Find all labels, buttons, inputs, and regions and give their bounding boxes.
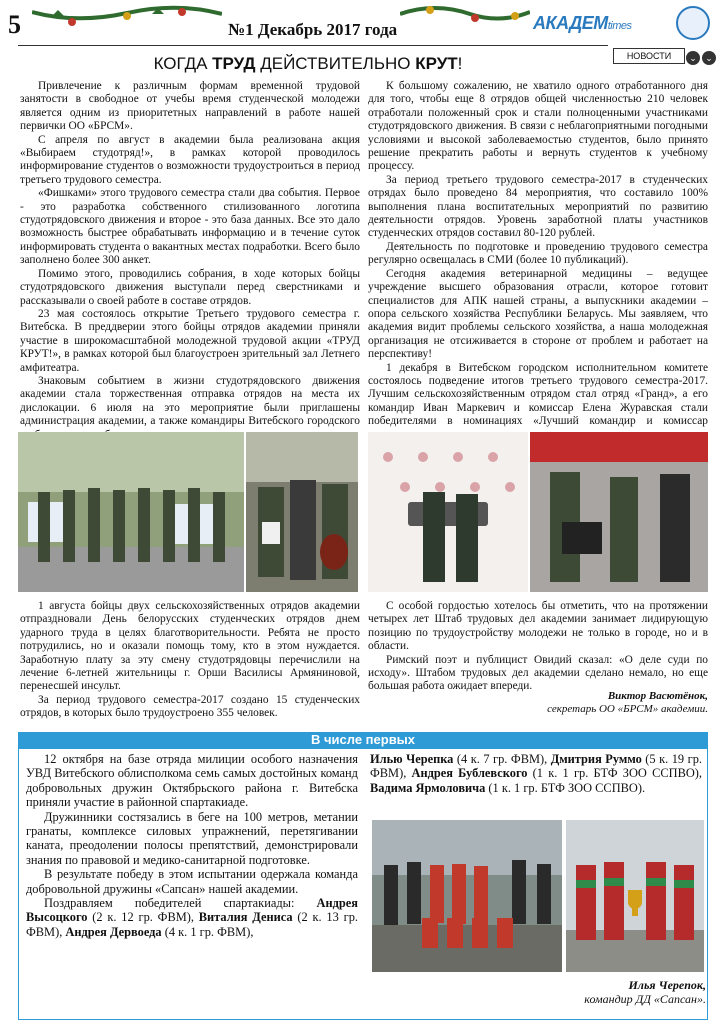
photo-students-guitar (246, 432, 358, 592)
article-column-1 (20, 80, 360, 442)
text-part: (4 к. 1 гр. ФВМ), (161, 924, 254, 939)
brand-main: АКАДЕМ (533, 13, 608, 33)
newspaper-brand (533, 13, 632, 34)
winner-name: Андрея Дервоеда (65, 924, 162, 939)
author-name: Виктор Васютёнок, (607, 690, 708, 702)
second-article-left (26, 752, 358, 939)
paragraph: За период трудового семестра-2017 создано 15 студенческих отрядов, в которых было трудоустроено 355 человек. (20, 693, 360, 720)
text-part: Поздравляем победителей спартакиады: (44, 896, 317, 911)
paragraph: Дружинники состязались в беге на 100 метров, метании гранаты, комплексе силовых упражнений, перетягивании каната, преодолении полосы препятствий, демонстрировали знания по правовой и медико-санитарной подготовке. (26, 809, 358, 867)
section-arrows (686, 48, 718, 66)
issue-date: №1 Декабрь 2017 года (228, 20, 398, 39)
photo-brsm-stand (368, 432, 528, 592)
paragraph: 12 октября на базе отряда милиции особого назначения УВД Витебского облисполкома семь самых достойных команд добровольных дружин Октябрьского района г. Витебска приняли участие в районной спартакиаде. (26, 752, 358, 810)
paragraph: Римский поэт и публицист Овидий сказал: «О деле суди по исходу». Штабом трудовых дел академии сделано немало, но еще большая работа ожидает впереди. (368, 653, 708, 693)
text-part: (1 к. 1 гр. БТФ ЗОО ССПВО). (485, 780, 646, 795)
winner-name: Дмитрия Руммо (550, 752, 642, 766)
text-part: (5 к. 19 гр. ФВМ), (370, 752, 703, 781)
title-part: ТРУД (212, 54, 256, 73)
article-title (18, 54, 598, 74)
paragraph: 23 мая состоялось открытие Третьего трудового семестра г. Витебска. В преддверии этого бойцы отрядов академии приняли участие в широкомасштабной молодежной трудовой акции «ТРУД КРУТ!», в рамках которой был благоустроен зрительный зал Летнего амфитеатра. (20, 307, 360, 374)
paragraph: «Фишками» этого трудового семестра стали два события. Первое - это разработка собственного стилизованного логотипа студотрядовского движения и второе - это база данных. Все это дало возможность быстрее обрабатывать информацию и в течение суток информировать студента о вакантных местах подработки. Всего было заполнено более 300 анкет. (20, 187, 360, 267)
author-role: секретарь ОО «БРСМ» академии. (547, 703, 708, 715)
title-part: КРУТ (415, 54, 458, 73)
winners-continued (370, 752, 702, 795)
text-part: (2 к. 13 гр. ФВМ), (26, 910, 358, 939)
article-column-2-bottom (368, 600, 708, 694)
paragraph: 1 августа бойцы двух сельскохозяйственных отрядов академии отпраздновали День белорусских студенческих отрядов днем ударного труда в целях благотворительности. Ребята не просто потрудились, но и оказали помощь тому, кто в этом нуждается. Заработную плату за эту смену студотрядовцы перечислили на лечение 6-летней жительницы г. Орши Василисы Армянинoвой, перенесшей инсульт. (20, 600, 360, 693)
text-part: (2 к. 12 гр. ФВМ), (87, 910, 199, 925)
photo-team-trophy (566, 820, 704, 972)
winners-paragraph (26, 896, 358, 939)
article-signature (400, 690, 708, 716)
paragraph: Сегодня академия ветеринарной медицины – ведущее учреждение высшего образования отрасли, которое готовит специалистов для АПК нашей страны, а выпускники академии – опора сельского хозяйства Республики Беларусь. Мы заявляем, что академия видит проблемы сельского хозяйства, а наша молодежная организация не отсиживается в стороне от проблем и работает на перспективу! (368, 267, 708, 361)
article-column-1-bottom (20, 600, 360, 721)
title-part: ДЕЙСТВИТЕЛЬНО (255, 54, 416, 73)
paragraph: С особой гордостью хотелось бы отметить, что на протяжении четырех лет Штаб трудовых дел академии занимает лидирующую позицию по трудоустройству молодежи не только в городе, но и в области. (368, 600, 708, 653)
christmas-garland-right-icon (400, 4, 530, 38)
paragraph: К большому сожалению, не хватило одного отработанного дня для того, чтобы еще 8 отрядов общей численностью 210 человек отработали положенный срок и стали полноценными участниками студотрядовского движения. В связи с неблагоприятными погодными условиями и высокой заболеваемостью студентов, было принято решение прекратить работы и вернуть студентов к учебному процессу. (368, 80, 708, 173)
christmas-garland-left-icon (32, 4, 222, 38)
author-name: Илья Черепок, (628, 978, 706, 992)
winner-name: Андрея Высоцкого (26, 896, 358, 925)
section-label: НОВОСТИ (613, 48, 685, 64)
paragraph: Деятельность по подготовке и проведению трудового семестра регулярно освещалась в СМИ (более 10 публикаций). (368, 240, 708, 267)
header-rule (18, 45, 608, 46)
winner-name: Вадима Ярмоловича (370, 780, 486, 795)
photo-students-flags (18, 432, 244, 592)
article-column-2 (368, 80, 708, 442)
second-signature (470, 978, 706, 1006)
page-header (0, 0, 725, 63)
author-role: командир ДД «Сапсан». (584, 992, 706, 1006)
paragraph: За период третьего трудового семестра-2017 в студенческих отрядах было проведено 84 мероприятия, что составило 100% выполнения плана воспитательных мероприятий по развитию деятельности отрядов. Уровень заработной платы участников студенческих отрядов составил 80-120 рублей. (368, 173, 708, 240)
text-part: (1 к. 1 гр. БТФ ЗОО ССПВО), (527, 766, 703, 781)
brand-sub: times (607, 20, 632, 32)
photo-team-outdoor (372, 820, 562, 972)
paragraph: В результате победу в этом испытании одержала команда добровольной дружины «Сапсан» нашей академии. (26, 867, 358, 896)
chevron-down-icon: ⌄ (702, 51, 716, 65)
paragraph: Знаковым событием в жизни студотрядовского движения академии стала торжественная отправка отрядов на места их дислокации. 6 июля на это мероприятие были приглашены администрация академии, а также командиры Витебского городского (20, 374, 360, 428)
title-part: КОГДА (153, 54, 213, 73)
photo-award-ceremony (530, 432, 708, 592)
paragraph: Привлечение к различным формам временной трудовой занятости в свободное от учебы время студенческой молодежи является одним из приоритетных направлений в работе нашей первички ОО «БРСМ». (20, 80, 360, 133)
academy-logo-icon (676, 6, 710, 40)
text-part: (4 к. 7 гр. ФВМ), (453, 752, 551, 766)
paragraph: С апреля по август в академии была реализована акция «Выбираем студотряд!», в рамках которой проводилось информирование студентов о возможности трудоустроиться в период третьего трудового семестра. (20, 133, 360, 186)
second-article-right (370, 752, 702, 795)
winner-name: Андрея Бублевского (411, 766, 528, 781)
winner-name: Виталия Дениса (198, 910, 293, 925)
section-band: В числе первых (18, 732, 708, 748)
winner-name: Илью Черепка (370, 752, 454, 766)
chevron-down-icon: ⌄ (686, 51, 700, 65)
paragraph: Помимо этого, проводились собрания, в ходе которых бойцы студотрядовского движения выступали перед сверстниками и рассказывали о своей работе в составе отрядов. (20, 267, 360, 307)
paragraph: 1 декабря в Витебском городском исполнительном комитете состоялось подведение итогов третьего трудового семестра-2017. Лучшим сельскохозяйственным отрядом стал отряд «Гранд», а его командир Иван Маркевич и комиссар Елена Журавская стали победителями в номинациях «Лучший командир и комиссар (368, 361, 708, 428)
page-number: 5 (8, 10, 21, 39)
title-part: ! (457, 54, 463, 73)
